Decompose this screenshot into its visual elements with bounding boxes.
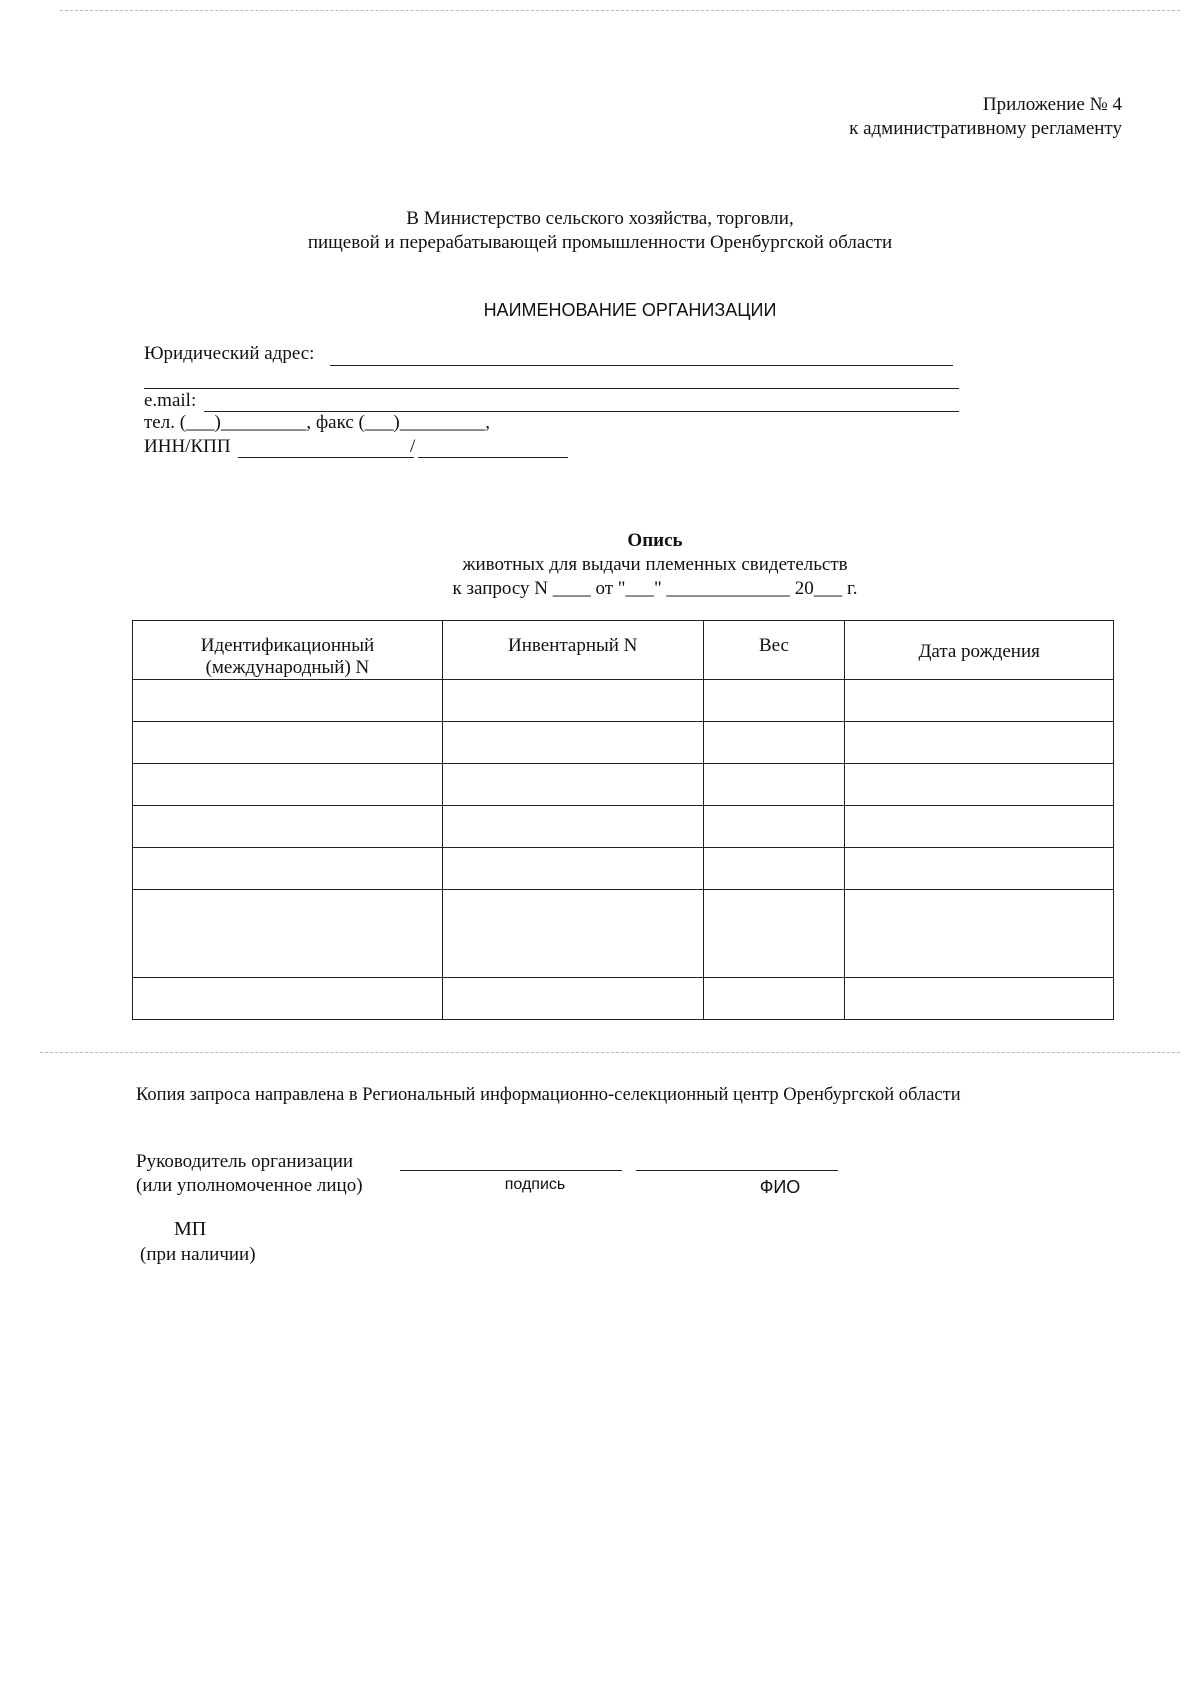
- inn-kpp-separator: /: [410, 436, 416, 457]
- table-row: [133, 680, 1114, 722]
- legal-address-label: Юридический адрес:: [144, 343, 315, 364]
- table-cell[interactable]: [703, 680, 845, 722]
- table-cell[interactable]: [133, 722, 443, 764]
- appendix-number: Приложение № 4: [982, 94, 1122, 115]
- table-cell[interactable]: [442, 978, 703, 1020]
- inn-line[interactable]: [238, 457, 414, 458]
- table-cell[interactable]: [133, 890, 443, 978]
- legal-address-line[interactable]: [330, 365, 953, 366]
- stamp-label: МП: [174, 1218, 207, 1240]
- table-cell[interactable]: [133, 978, 443, 1020]
- signatory-role-line-2: (или уполномоченное лицо): [136, 1175, 363, 1196]
- table-cell[interactable]: [442, 764, 703, 806]
- table-cell[interactable]: [703, 764, 845, 806]
- inn-kpp-label: ИНН/КПП: [144, 436, 231, 457]
- scan-seam: [40, 1052, 1180, 1053]
- table-cell[interactable]: [703, 848, 845, 890]
- table-cell[interactable]: [703, 890, 845, 978]
- table-cell[interactable]: [442, 890, 703, 978]
- table-cell[interactable]: [703, 806, 845, 848]
- table-cell[interactable]: [703, 722, 845, 764]
- addressee-line-2: пищевой и перерабатывающей промышленности Оренбургской области: [307, 232, 893, 253]
- table-header-row: [133, 621, 1114, 680]
- signature-caption: подпись: [504, 1176, 566, 1193]
- table-cell[interactable]: [845, 806, 1114, 848]
- top-scan-edge: [60, 10, 1180, 11]
- table-cell[interactable]: [703, 978, 845, 1020]
- inventory-subtitle: животных для выдачи племенных свидетельств: [462, 554, 848, 575]
- table-row: [133, 978, 1114, 1020]
- table-cell[interactable]: [442, 680, 703, 722]
- table-cell[interactable]: [133, 764, 443, 806]
- table-cell[interactable]: [133, 848, 443, 890]
- table-cell[interactable]: [845, 722, 1114, 764]
- table-row: [133, 806, 1114, 848]
- table-cell[interactable]: [845, 890, 1114, 978]
- table-cell[interactable]: [442, 848, 703, 890]
- table-cell[interactable]: [133, 806, 443, 848]
- signatory-role-line-1: Руководитель организации: [136, 1151, 354, 1172]
- column-header-birth-date: Дата рождения: [845, 621, 1114, 680]
- phone-fax-line[interactable]: тел. (___)_________, факс (___)_________,: [144, 412, 490, 433]
- signature-line[interactable]: [400, 1170, 622, 1171]
- table-cell[interactable]: [845, 978, 1114, 1020]
- column-header-weight: Вес: [703, 621, 845, 680]
- inventory-request-line[interactable]: к запросу N ____ от "___" _____________ 20___ г.: [452, 578, 858, 599]
- full-name-line[interactable]: [636, 1170, 838, 1171]
- table-cell[interactable]: [845, 848, 1114, 890]
- full-name-caption: ФИО: [759, 1177, 801, 1197]
- table-row: [133, 722, 1114, 764]
- column-header-id: Идентификационный (международный) N: [133, 621, 443, 680]
- table-row: [133, 848, 1114, 890]
- table-cell[interactable]: [133, 680, 443, 722]
- stamp-note: (при наличии): [140, 1244, 256, 1265]
- addressee-line-1: В Министерство сельского хозяйства, торговли,: [406, 208, 794, 229]
- organization-name-heading: НАИМЕНОВАНИЕ ОРГАНИЗАЦИИ: [483, 300, 777, 320]
- table-cell[interactable]: [442, 806, 703, 848]
- appendix-reference: к административному регламенту: [849, 118, 1122, 139]
- inventory-title: Опись: [627, 530, 683, 551]
- table-cell[interactable]: [845, 764, 1114, 806]
- inventory-table: [132, 620, 1114, 1020]
- table-row: [133, 890, 1114, 978]
- kpp-line[interactable]: [418, 457, 568, 458]
- legal-address-continuation-line[interactable]: [144, 388, 959, 389]
- column-header-inventory-number: Инвентарный N: [442, 621, 703, 680]
- copy-note: Копия запроса направлена в Региональный информационно-селекционный центр Оренбургской области: [136, 1085, 961, 1105]
- table-row: [133, 764, 1114, 806]
- table-cell[interactable]: [845, 680, 1114, 722]
- email-label: e.mail:: [144, 390, 197, 411]
- table-cell[interactable]: [442, 722, 703, 764]
